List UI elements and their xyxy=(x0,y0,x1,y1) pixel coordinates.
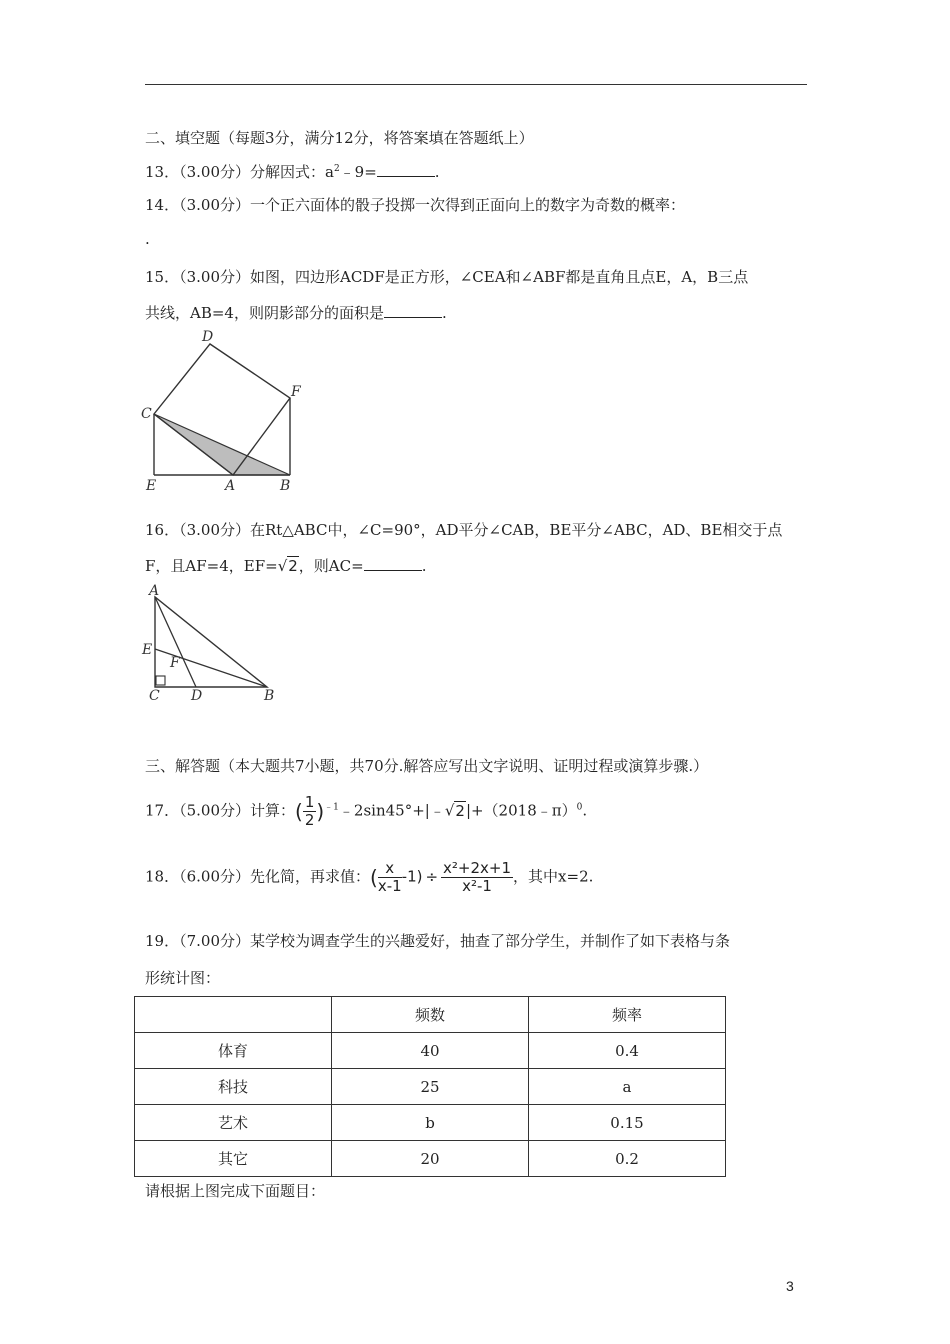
section-2-heading: 二、填空题（每题3分，满分12分，将答案填在答题纸上） xyxy=(145,129,534,147)
q18-text: 18．（6.00分）先化简，再求值： xyxy=(145,867,370,886)
question-17 xyxy=(145,794,587,829)
q13-end: . xyxy=(434,163,440,181)
table-cell: 体育 xyxy=(135,1033,332,1069)
table-cell: b xyxy=(332,1105,529,1141)
q17-mid: ﹣2sin45°+|﹣ xyxy=(338,801,445,820)
question-14-line1: 14．（3.00分）一个正六面体的骰子投掷一次得到正面向上的数字为奇数的概率： xyxy=(145,196,685,214)
q15-answer-blank xyxy=(384,303,442,318)
table-cell: 艺术 xyxy=(135,1105,332,1141)
question-18 xyxy=(145,860,593,895)
question-15-line2 xyxy=(145,302,447,323)
q15-text: 共线，AB=4，则阴影部分的面积是 xyxy=(145,304,384,322)
table-cell: 0.15 xyxy=(529,1105,726,1141)
q13-exponent: 2 xyxy=(333,164,340,174)
label-e: E xyxy=(142,642,153,658)
q17-paren-open: ( xyxy=(295,799,303,824)
table-cell: 20 xyxy=(332,1141,529,1177)
table-cell: a xyxy=(529,1069,726,1105)
question-15-line1: 15．（3.00分）如图，四边形ACDF是正方形，∠CEA和∠ABF都是直角且点E，A，B三点 xyxy=(145,268,749,286)
table-row xyxy=(135,1105,726,1141)
table-cell: 0.2 xyxy=(529,1141,726,1177)
q16-sqrt-radicand: 2 xyxy=(288,557,298,575)
q18-fraction-1-denominator: x-1 xyxy=(377,877,402,895)
label-c: C xyxy=(149,688,160,704)
figure-15-square xyxy=(140,328,310,498)
label-d: D xyxy=(191,688,203,704)
q17-sqrt-radicand: 2 xyxy=(455,801,465,820)
question-14-line2: . xyxy=(145,230,150,248)
question-13 xyxy=(145,161,440,182)
label-f: F xyxy=(291,384,301,400)
q17-text: 17．（5.00分）计算： xyxy=(145,801,295,820)
q17-denominator: 2 xyxy=(304,811,315,829)
q16-text: F，且AF=4，EF= xyxy=(145,557,278,575)
q16-answer-blank xyxy=(364,556,422,571)
q16-end: . xyxy=(421,557,427,575)
q17-fraction xyxy=(303,794,317,829)
table-cell: 25 xyxy=(332,1069,529,1105)
q17-numerator: 1 xyxy=(304,793,315,811)
q18-paren-open: ( xyxy=(370,865,378,890)
q13-answer-blank xyxy=(377,162,435,177)
label-d: D xyxy=(202,329,214,345)
table-row xyxy=(135,1033,726,1069)
q18-fraction-1-numerator: x xyxy=(378,860,402,878)
table-header-cell: 频数 xyxy=(332,997,529,1033)
figure-16-triangle xyxy=(140,580,290,705)
question-16-line2 xyxy=(145,555,426,576)
table-cell: 40 xyxy=(332,1033,529,1069)
page-number: 3 xyxy=(786,1278,794,1294)
q18-divide-sign: ÷ xyxy=(425,867,439,886)
label-b: B xyxy=(264,688,275,704)
label-b: B xyxy=(280,478,291,494)
q17-sqrt: √2 xyxy=(444,801,465,820)
q18-suffix: ，其中x=2. xyxy=(513,867,594,886)
frequency-table xyxy=(134,996,726,1177)
label-a: A xyxy=(149,583,160,599)
q13-suffix: ﹣9= xyxy=(339,163,377,181)
label-a: A xyxy=(225,478,236,494)
table-header-cell: 频率 xyxy=(529,997,726,1033)
table-cell: 科技 xyxy=(135,1069,332,1105)
q17-tail: |+（2018﹣π） xyxy=(465,801,577,820)
label-f: F xyxy=(170,655,180,671)
q13-text: 13．（3.00分）分解因式：a xyxy=(145,163,334,181)
q18-fraction-2-denominator: x²-1 xyxy=(462,877,492,895)
header-rule xyxy=(145,84,807,85)
q16-sqrt: √2 xyxy=(277,557,298,575)
q16-mid: ，则AC= xyxy=(298,557,364,575)
table-cell: 其它 xyxy=(135,1141,332,1177)
q17-end: . xyxy=(582,801,588,820)
q18-fraction-2 xyxy=(441,860,513,895)
table-row xyxy=(135,1069,726,1105)
right-angle-mark xyxy=(156,676,165,685)
label-c: C xyxy=(141,406,152,422)
table-cell: 0.4 xyxy=(529,1033,726,1069)
question-16-line1: 16．（3.00分）在Rt△ABC中，∠C=90°，AD平分∠CAB，BE平分∠ABC，AD、BE相交于点 xyxy=(145,521,783,539)
table-row xyxy=(135,1141,726,1177)
q18-fraction-2-numerator: x²+2x+1 xyxy=(443,859,512,877)
table-header-row xyxy=(135,997,726,1033)
question-19-line1: 19．（7.00分）某学校为调查学生的兴趣爱好，抽查了部分学生，并制作了如下表格与条 xyxy=(145,932,730,950)
q17-paren-close: ) xyxy=(316,799,325,824)
label-e: E xyxy=(146,478,157,494)
table-header-cell xyxy=(135,997,332,1033)
q18-minus-one: -1) xyxy=(401,867,423,886)
q15-end: . xyxy=(441,304,447,322)
triangle-abc xyxy=(155,597,267,687)
q17-exponent-1: ﹣1 xyxy=(324,802,339,813)
q18-fraction-1 xyxy=(378,860,402,895)
q17-exponent-0: 0 xyxy=(576,802,583,813)
section-3-heading: 三、解答题（本大题共7小题，共70分.解答应写出文字说明、证明过程或演算步骤.） xyxy=(145,757,709,775)
segment-ad xyxy=(155,597,196,687)
question-19-line2: 形统计图： xyxy=(145,969,221,987)
after-table-instruction: 请根据上图完成下面题目： xyxy=(145,1182,326,1200)
